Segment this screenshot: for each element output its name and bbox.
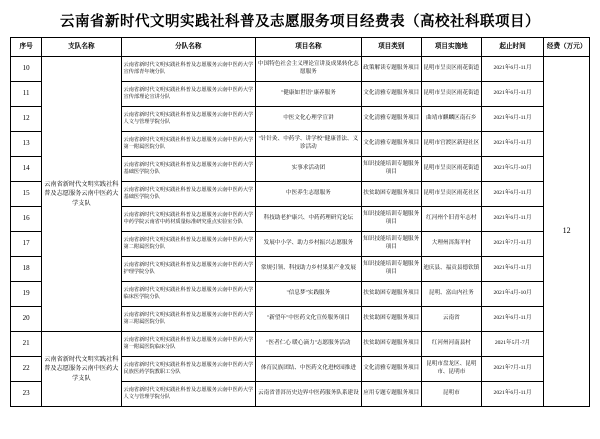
column-header-project: 项目名称 xyxy=(256,38,362,57)
cell-project: "针针灸、中药学、讲学校"健康普法、义诊活动 xyxy=(256,132,362,157)
cell-place: 昆明市呈贡区雨花街道 xyxy=(421,157,481,182)
funding-table xyxy=(10,37,590,407)
cell-no: 23 xyxy=(11,382,42,407)
cell-place: 昆明市盘龙区、昆明市、昆明市 xyxy=(421,357,481,382)
cell-project: 体育民族团结、中医药文化进校园推进 xyxy=(256,357,362,382)
cell-date: 2021年6月-11月 xyxy=(481,382,543,407)
cell-category: 文化清雅专题服务项目 xyxy=(361,357,421,382)
cell-branch: 云南省新时代文明实践社科普及志愿服务云南中医药大学基础医学院分队 xyxy=(121,182,256,207)
cell-category: 文化清雅专题服务项目 xyxy=(361,107,421,132)
cell-category: 知识技能培训专题服务项目 xyxy=(361,257,421,282)
cell-category: 扶贫助困专题服务项目 xyxy=(361,282,421,307)
cell-no: 19 xyxy=(11,282,42,307)
cell-project: 常规引领、科技助力乡村果果产业发展 xyxy=(256,257,362,282)
cell-no: 10 xyxy=(11,57,42,82)
cell-place: 曲靖市麒麟区南石乡 xyxy=(421,107,481,132)
cell-place: 昆明市 xyxy=(421,382,481,407)
column-header-branch: 分队名称 xyxy=(121,38,256,57)
column-header-unit: 支队名称 xyxy=(42,38,121,57)
cell-category: 知识技能培训专题服务项目 xyxy=(361,157,421,182)
column-header-category: 项目类别 xyxy=(361,38,421,57)
cell-branch: 云南省新时代文明实践社科普及志愿服务云南中医药大学第一附属医院分队 xyxy=(121,132,256,157)
cell-date: 2021年6月-11月 xyxy=(481,182,543,207)
cell-no: 11 xyxy=(11,82,42,107)
cell-place: 红河州个旧青年志村 xyxy=(421,207,481,232)
cell-date: 2021年6月-11月 xyxy=(481,107,543,132)
column-header-date: 起止时间 xyxy=(481,38,543,57)
cell-category: 文化清雅专题服务项目 xyxy=(361,82,421,107)
cell-project: "医者仁心 暖心滴力"志愿服务活动 xyxy=(256,332,362,357)
cell-project: 科技助老护康兴、中药药理研究论坛 xyxy=(256,207,362,232)
cell-date: 2021年6月-11月 xyxy=(481,132,543,157)
cell-place: 昆明市呈贡区雨花街道 xyxy=(421,82,481,107)
cell-no: 21 xyxy=(11,332,42,357)
cell-place: 昆明市官渡区新迎社区 xyxy=(421,132,481,157)
cell-branch: 云南省新时代文明实践社科普及志愿服务云南中医药大学第一附属医院临床分队 xyxy=(121,332,256,357)
cell-category: 扶贫助困专题服务项目 xyxy=(361,332,421,357)
cell-project: 发展中小学、助力乡村振兴志愿服务 xyxy=(256,232,362,257)
cell-date: 2021年6月-11月 xyxy=(481,82,543,107)
cell-place: 昆明市呈贡区雨花街道 xyxy=(421,57,481,82)
cell-no: 18 xyxy=(11,257,42,282)
cell-no: 20 xyxy=(11,307,42,332)
column-header-no: 序号 xyxy=(11,38,42,57)
cell-date: 2021年6月-11月 xyxy=(481,57,543,82)
cell-date: 2021年7月-11月 xyxy=(481,232,543,257)
cell-branch: 云南省新时代文明实践社科普及志愿服务云南中医药大学人文与管理学院分队 xyxy=(121,107,256,132)
cell-project: "信息梦"实践服务 xyxy=(256,282,362,307)
cell-no: 22 xyxy=(11,357,42,382)
cell-branch: 云南省新时代文明实践社科普及志愿服务云南中医药大学中药学院云南省中药材质量标准研究重点实验室分队 xyxy=(121,207,256,232)
cell-place: 迪庆县、福贡县德钦镇 xyxy=(421,257,481,282)
cell-branch: 云南省新时代文明实践社科普及志愿服务云南中医药大学护理学院分队 xyxy=(121,257,256,282)
cell-branch: 云南省新时代文明实践社科普及志愿服务云南中医药大学宣传部理论宣讲分队 xyxy=(121,82,256,107)
cell-branch: 云南省新时代文明实践社科普及志愿服务云南中医药大学第三附属医院分队 xyxy=(121,307,256,332)
cell-project: 中医文化心理学宣讲 xyxy=(256,107,362,132)
cell-branch: 云南省新时代文明实践社科普及志愿服务云南中医药大学宣传部青年统分队 xyxy=(121,57,256,82)
cell-branch: 云南省新时代文明实践社科普及志愿服务云南中医药大学第二附属医院分队 xyxy=(121,232,256,257)
cell-category: 扶贫助困专题服务项目 xyxy=(361,182,421,207)
cell-place: 云南省 xyxy=(421,307,481,332)
cell-project: 中医养生志愿服务 xyxy=(256,182,362,207)
column-header-budget: 经费（万元） xyxy=(544,38,590,57)
cell-category: 政策解读专题服务项目 xyxy=(361,57,421,82)
cell-project: "健康如世语"康养服务 xyxy=(256,82,362,107)
cell-place: 大理州洱海平村 xyxy=(421,232,481,257)
cell-category: 应用专题专题服务项目 xyxy=(361,382,421,407)
cell-category: 知识技能培训专题服务项目 xyxy=(361,207,421,232)
cell-project: 云南省普洱历史边界中医药服务队系建设 xyxy=(256,382,362,407)
cell-date: 2021年5月-10月 xyxy=(481,157,543,182)
cell-no: 17 xyxy=(11,232,42,257)
cell-project: 实事求活动团 xyxy=(256,157,362,182)
cell-no: 14 xyxy=(11,157,42,182)
cell-branch: 云南省新时代文明实践社科普及志愿服务云南中医药大学民族医药学院教职工分队 xyxy=(121,357,256,382)
cell-no: 12 xyxy=(11,107,42,132)
cell-branch: 云南省新时代文明实践社科普及志愿服务云南中医药大学人文与管理学院分队 xyxy=(121,382,256,407)
table-header-row xyxy=(11,38,590,57)
table-row xyxy=(11,57,590,82)
table-body xyxy=(11,57,590,407)
cell-branch: 云南省新时代文明实践社科普及志愿服务云南中医药大学基础医学院分队 xyxy=(121,157,256,182)
cell-date: 2021年6月-11月 xyxy=(481,257,543,282)
cell-place: 红河州河南县村 xyxy=(421,332,481,357)
cell-place: 昆明市呈贡区雨花社区 xyxy=(421,182,481,207)
cell-no: 13 xyxy=(11,132,42,157)
cell-date: 2021年6月-11月 xyxy=(481,207,543,232)
cell-category: 文化清雅专题服务项目 xyxy=(361,132,421,157)
column-header-place: 项目实施地 xyxy=(421,38,481,57)
cell-category: 知识技能培训专题服务项目 xyxy=(361,232,421,257)
cell-project: 中国特色社会主义理论宣讲及成果转化志愿服务 xyxy=(256,57,362,82)
cell-budget: 12 xyxy=(544,57,590,407)
cell-unit: 云南省新时代文明实践社科普及志愿服务云南中医药大学支队 xyxy=(42,57,121,332)
cell-date: 2021年4月-10月 xyxy=(481,282,543,307)
cell-project: "新望年"中医药文化宣传服务项目 xyxy=(256,307,362,332)
cell-place: 昆明、富山内社务 xyxy=(421,282,481,307)
cell-date: 2021年5月-7月 xyxy=(481,332,543,357)
page-title: 云南省新时代文明实践社科普及志愿服务项目经费表（高校社科联项目） xyxy=(60,14,540,30)
cell-date: 2021年6月-11月 xyxy=(481,307,543,332)
cell-unit: 云南省新时代文明实践社科普及志愿服务云南中医药大学支队 xyxy=(42,332,121,407)
cell-branch: 云南省新时代文明实践社科普及志愿服务云南中医药大学临床医学院分队 xyxy=(121,282,256,307)
cell-category: 扶贫助困专题服务项目 xyxy=(361,307,421,332)
table-row xyxy=(11,332,590,357)
cell-no: 15 xyxy=(11,182,42,207)
cell-date: 2021年7月-11月 xyxy=(481,357,543,382)
cell-no: 16 xyxy=(11,207,42,232)
